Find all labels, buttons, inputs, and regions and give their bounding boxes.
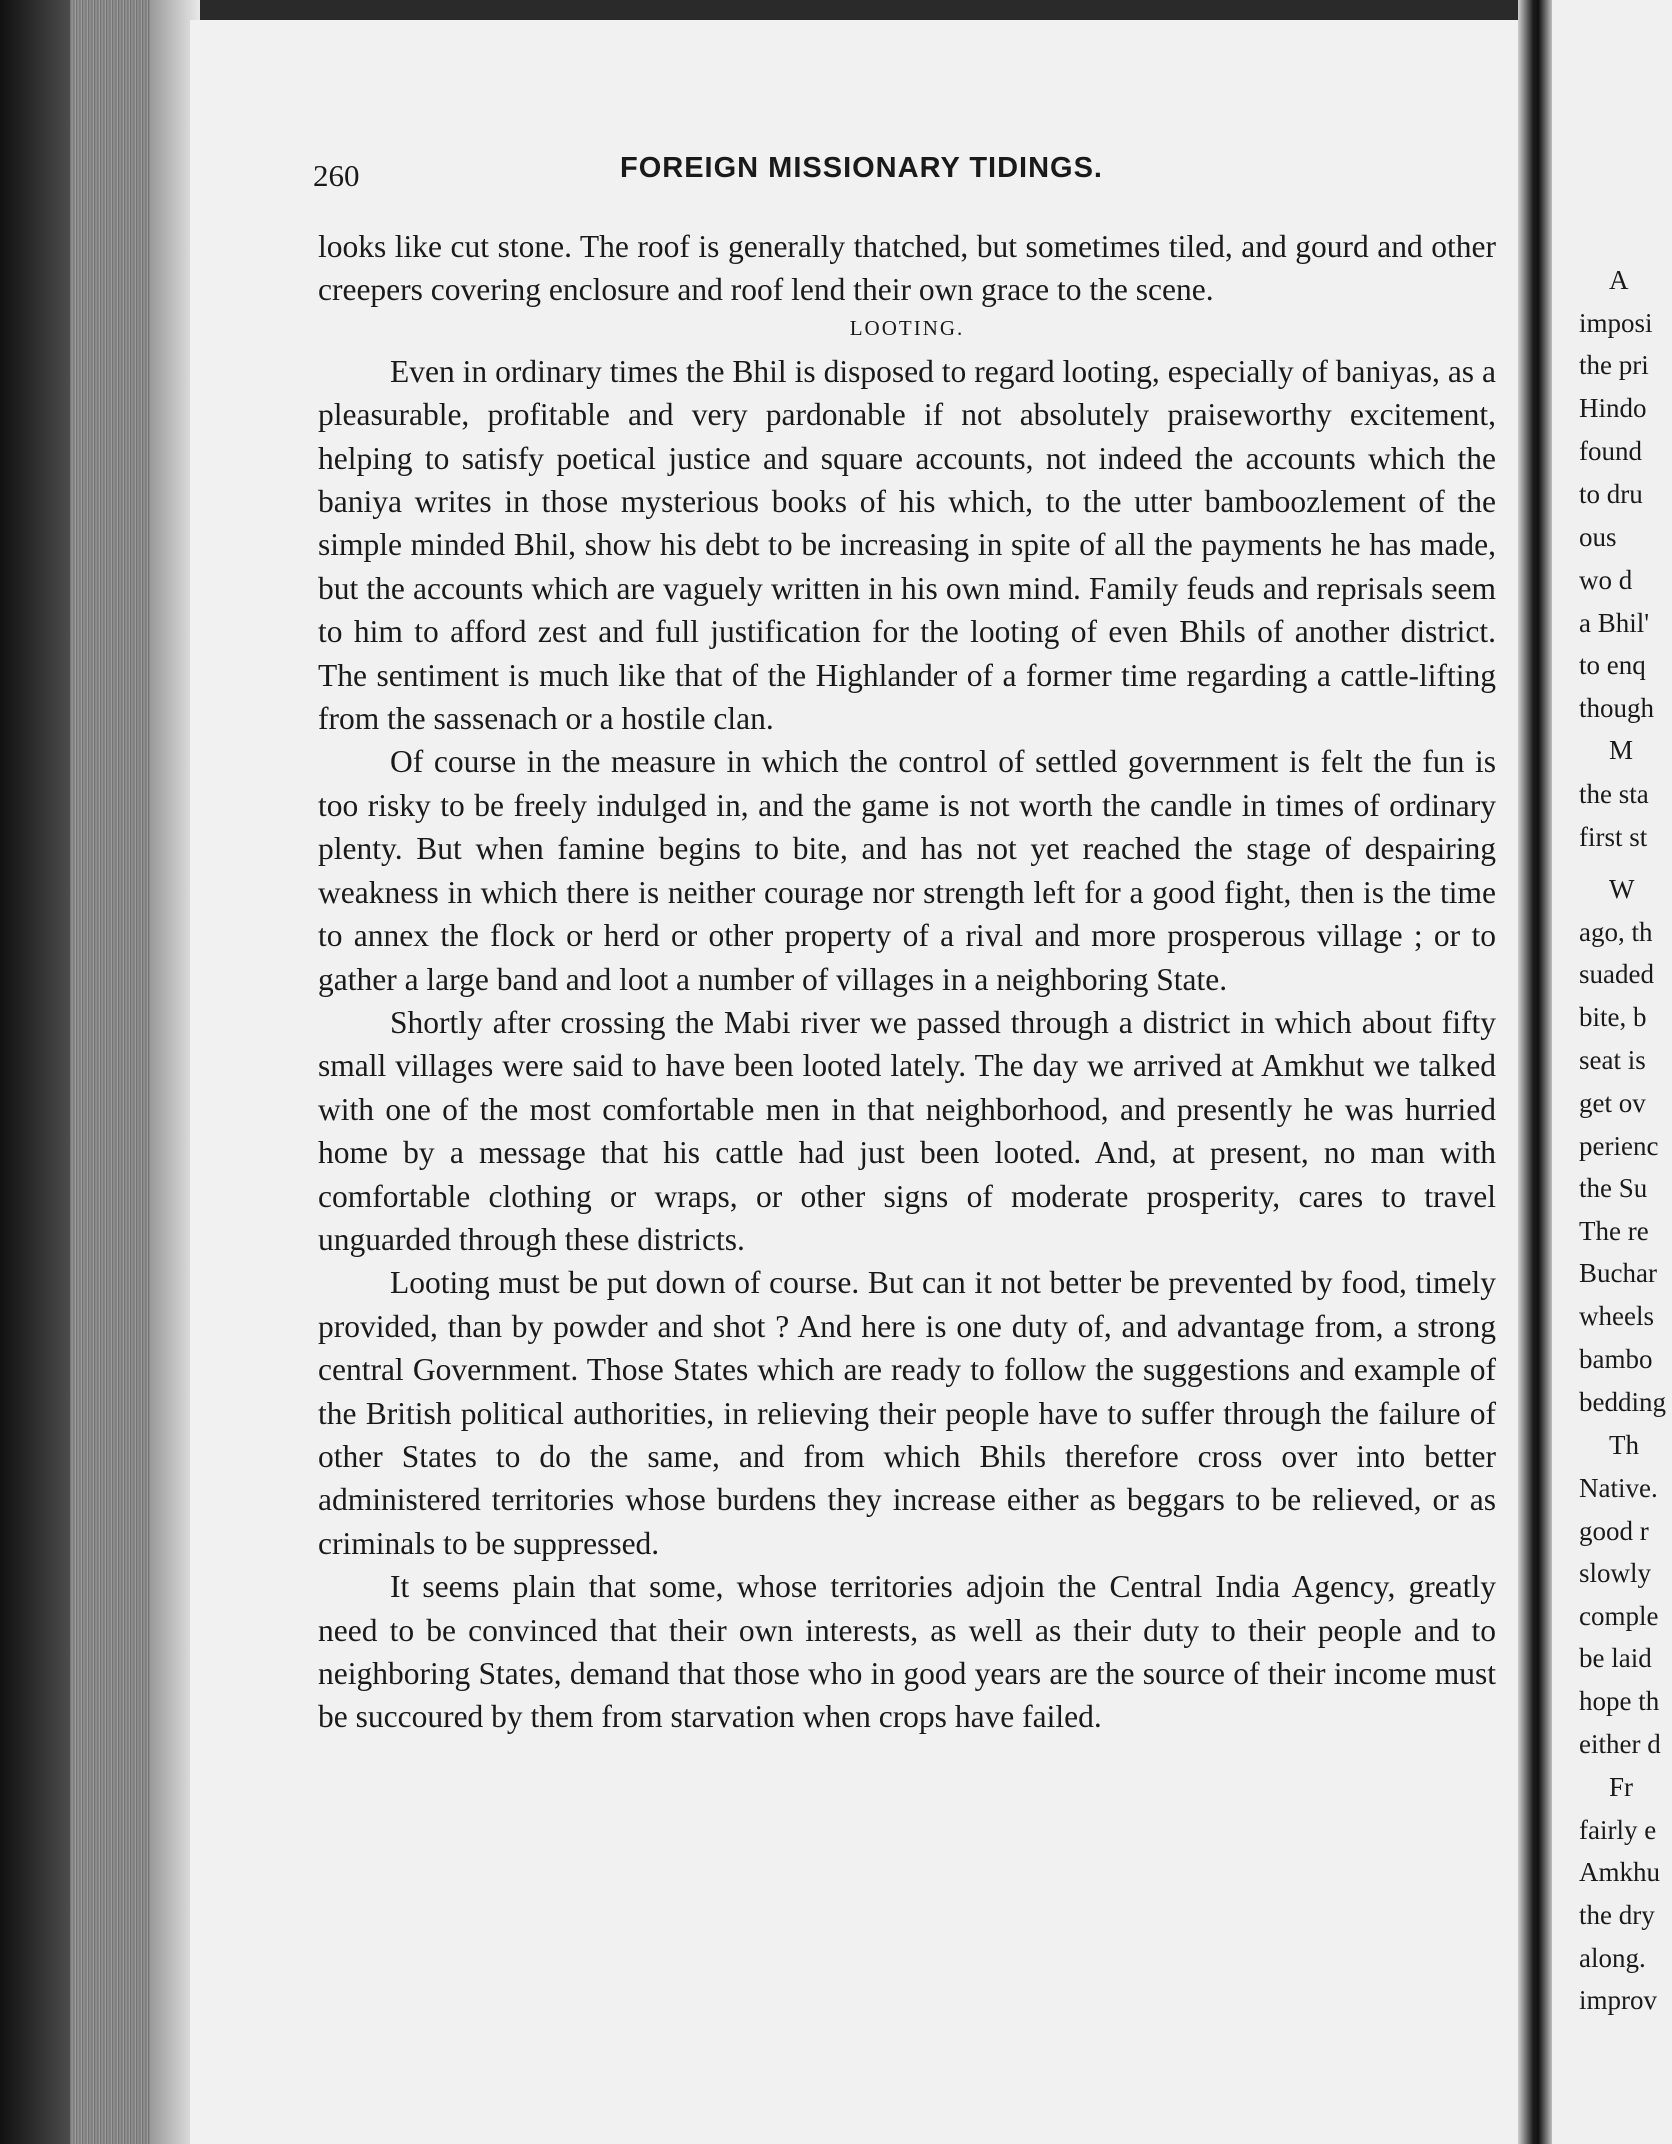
paragraph: Of course in the measure in which the control of settled government is felt the fun is too risky to be freely indulged in, and the game is not worth the candle in times of ordinary plenty. But when famine begins to bite, and has not yet reached the stage of despairing weakness in which there is neither courage nor strength left for a good fight, then is the time to annex the flock or herd or other property of a rival and more prosperous village ; or to gather a large band and loot a number of villages in a neighboring State.: [318, 744, 1496, 997]
facing-page-fragment: Fr: [1609, 1772, 1634, 1802]
facing-page-fragment: wheels: [1579, 1301, 1654, 1331]
facing-page-fragment: The re: [1579, 1216, 1649, 1246]
facing-page-fragment: seat is: [1579, 1045, 1646, 1075]
facing-page-fragment: ago, th: [1579, 917, 1653, 947]
facing-page-fragment: comple: [1579, 1601, 1659, 1631]
facing-page-fragment: either d: [1579, 1729, 1661, 1759]
facing-page-fragment: to enq: [1579, 650, 1646, 680]
facing-page-fragment: Hindo: [1579, 393, 1647, 423]
facing-page-fragment: the sta: [1579, 779, 1649, 809]
facing-page-fragment: imposi: [1579, 308, 1653, 338]
facing-page-fragment: get ov: [1579, 1088, 1646, 1118]
facing-page-fragment: the Su: [1579, 1173, 1648, 1203]
facing-page-fragment: though: [1579, 693, 1655, 723]
facing-page-fragment: along.: [1579, 1943, 1646, 1973]
facing-page-fragment: to dru: [1579, 479, 1643, 509]
facing-page-fragment: found: [1579, 436, 1642, 466]
facing-page-fragment: Buchar: [1579, 1258, 1657, 1288]
facing-page-fragment: Amkhu: [1579, 1857, 1660, 1887]
facing-page-fragment: the dry: [1579, 1900, 1655, 1930]
facing-page-fragment: wo d: [1579, 565, 1633, 595]
facing-page-fragment: good r: [1579, 1516, 1649, 1546]
facing-page-fragment: improv: [1579, 1985, 1657, 2015]
paragraph: Even in ordinary times the Bhil is disposed to regard looting, especially of baniyas, as a pleasurable, profitable and very pardonable if not absolutely praiseworthy excitement, helping to satisfy poetical justice and square accounts, not indeed the accounts which the baniya writes in those mysterious books of his which, to the utter bamboozlement of the simple minded Bhil, show his debt to be increasing in spite of all the payments he has made, but the accounts which are vaguely written in his own mind. Family feuds and reprisals seem to him to afford zest and full justification for the looting of even Bhils of another district. The sentiment is much like that of the Highlander of a former time regarding a cattle-lifting from the sassenach or a hostile clan.: [318, 353, 1496, 737]
facing-page-fragment: bite, b: [1579, 1002, 1647, 1032]
facing-page-fragment: Th: [1609, 1430, 1639, 1460]
paragraph-continuation: looks like cut stone. The roof is generally thatched, but sometimes tiled, and gourd and other creepers covering enclosure and roof lend their own grace to the scene.: [318, 229, 1496, 308]
facing-page-fragment: suaded: [1579, 959, 1654, 989]
paragraph: Shortly after crossing the Mabi river we passed through a district in which about fifty small villages were said to have been looted lately. The day we arrived at Amkhut we talked with one of the most comfortable men in that neighborhood, and presently he was hurried home by a message that his cattle had just been looted. And, at present, no man with comfortable clothing or wraps, or other signs of moderate prosperity, cares to travel unguarded through these districts.: [318, 1004, 1496, 1257]
facing-page-fragment: the pri: [1579, 350, 1649, 380]
paragraph: Looting must be put down of course. But can it not better be prevented by food, timely provided, than by powder and shot ? And here is one duty of, and advantage from, a strong central Government. Those States which are ready to follow the suggestions and example of the British political authorities, in relieving their people have to suffer through the failure of other States to do the same, and from which Bhils therefore cross over into better administered territories whose burdens they increase either as beggars to be relieved, or as criminals to be suppressed.: [318, 1265, 1496, 1561]
section-heading: LOOTING.: [849, 315, 965, 340]
facing-page-fragment: slowly: [1579, 1558, 1652, 1588]
facing-page-fragment: M: [1609, 735, 1634, 765]
facing-page-fragment: bambo: [1579, 1344, 1653, 1374]
page-body: [318, 225, 1496, 1739]
facing-page-fragment: be laid: [1579, 1643, 1652, 1673]
facing-page-fragment: fairly e: [1579, 1815, 1657, 1845]
facing-page-fragment: Native.: [1579, 1473, 1658, 1503]
facing-page-fragment: hope th: [1579, 1686, 1660, 1716]
facing-page-fragment: A: [1609, 265, 1629, 295]
facing-page-fragment: first st: [1579, 822, 1648, 852]
running-head: FOREIGN MISSIONARY TIDINGS.: [620, 152, 1103, 184]
facing-page-fragment: ous: [1579, 522, 1617, 552]
book-gutter: [1518, 0, 1552, 2144]
paragraph: It seems plain that some, whose territories adjoin the Central India Agency, greatly need to be convinced that their own interests, as well as their duty to their people and to neighboring States, demand that those who in good years are the source of their income must be succoured by them from starvation when crops have failed.: [318, 1569, 1496, 1735]
facing-page-fragment: a Bhil': [1579, 608, 1650, 638]
facing-page: [1552, 0, 1672, 2144]
facing-page-fragment: bedding: [1579, 1387, 1666, 1417]
page-number: 260: [313, 158, 360, 193]
facing-page-fragment: perienc: [1579, 1131, 1659, 1161]
facing-page-fragment: W: [1609, 874, 1635, 904]
book-binding-shadow: [0, 0, 80, 2144]
